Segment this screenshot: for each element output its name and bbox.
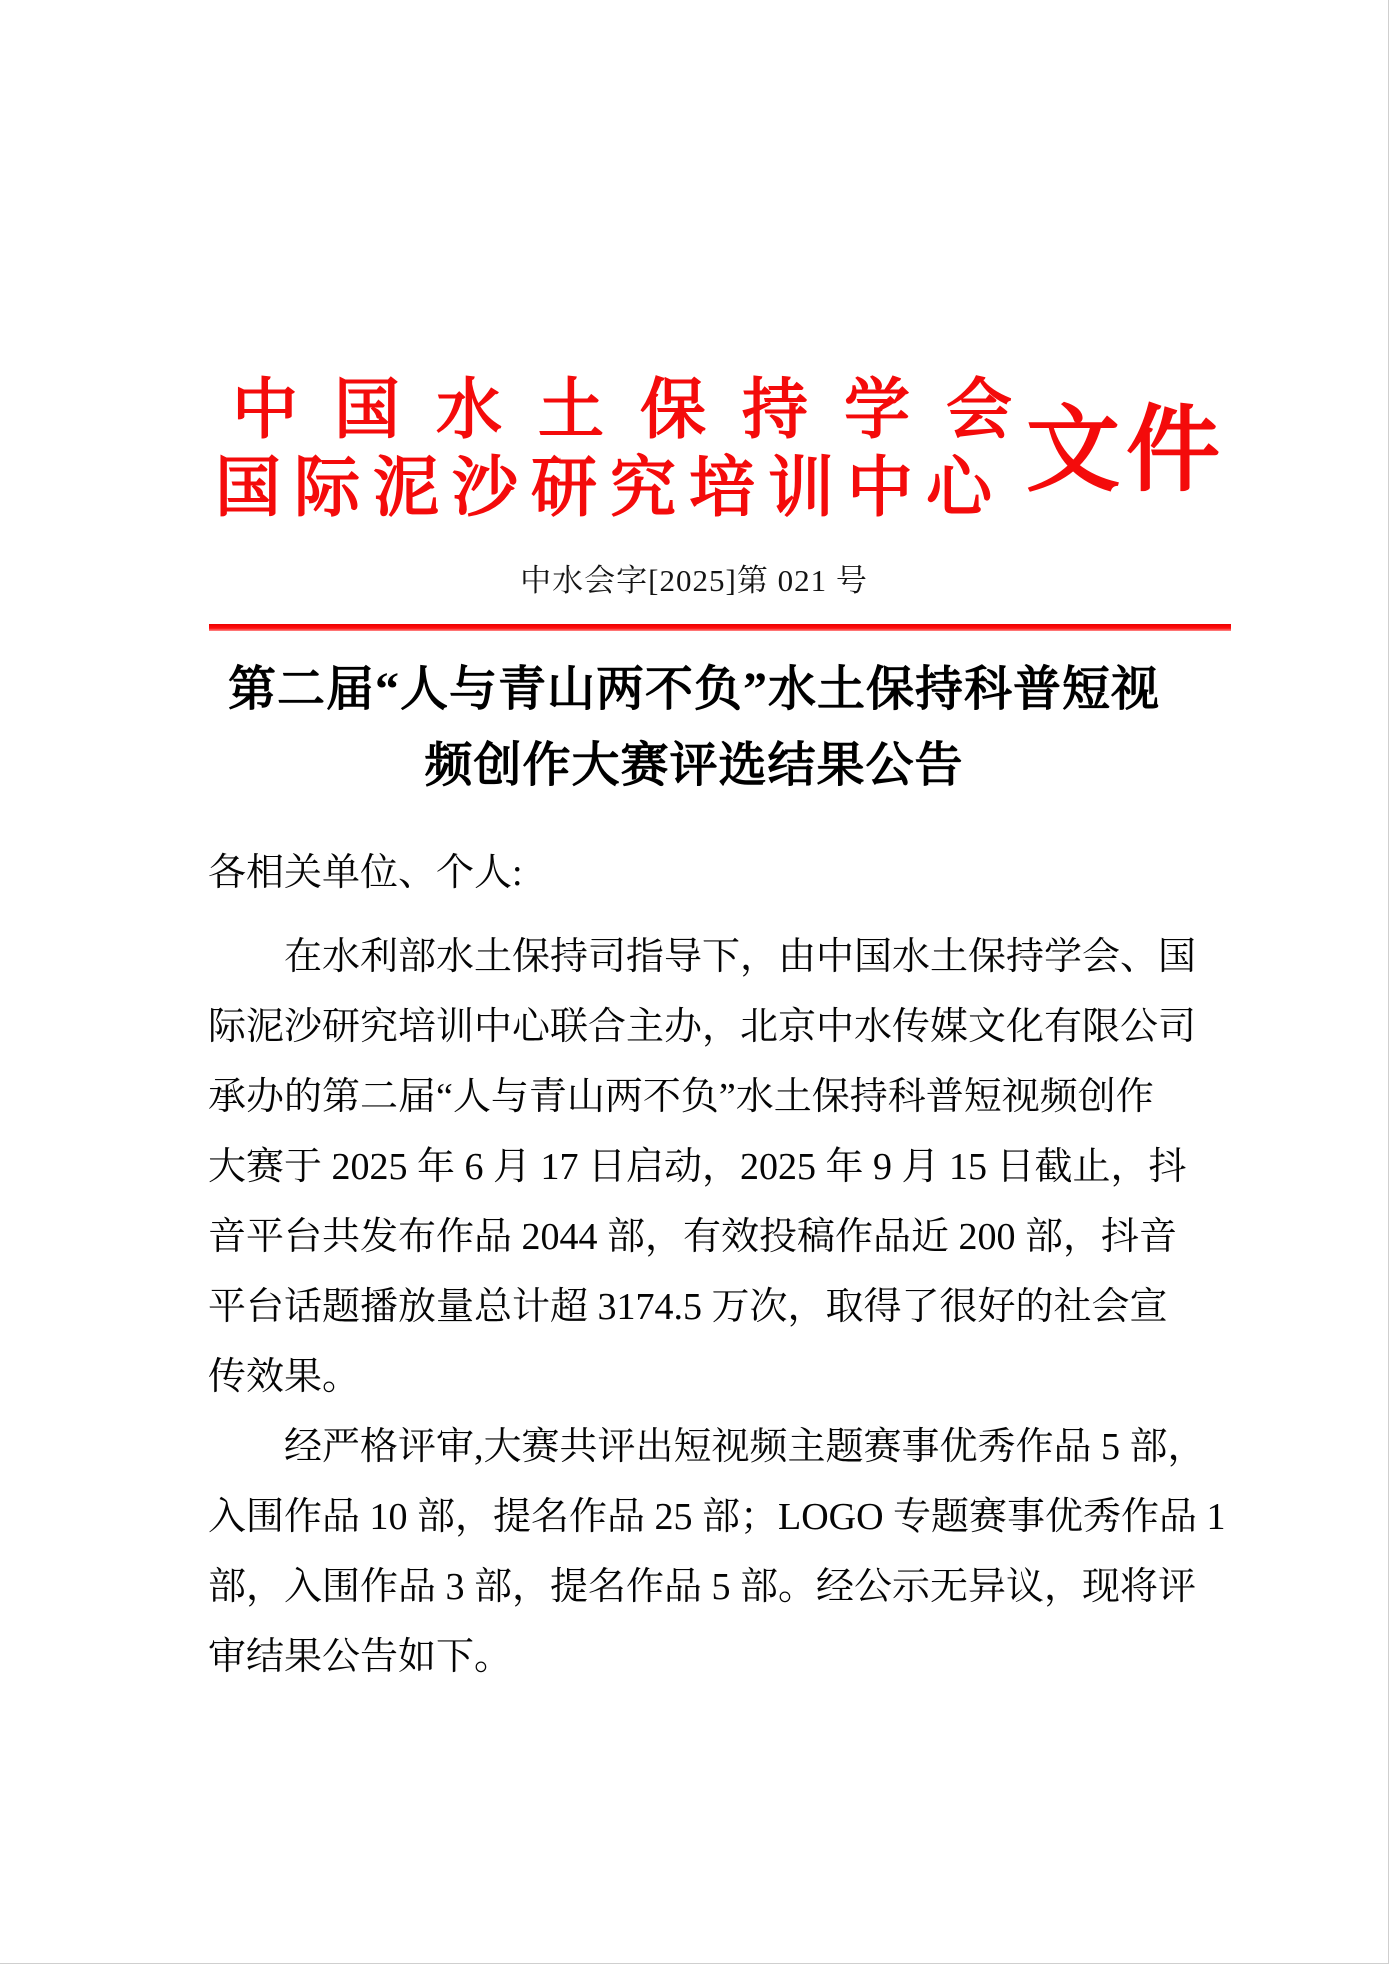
salutation: 各相关单位、个人:	[208, 852, 523, 894]
body-line-6: 平台话题播放量总计超 3174.5 万次，取得了很好的社会宣	[208, 1286, 1168, 1328]
doc-title-line-1: 第二届“人与青山两不负”水土保持科普短视	[227, 663, 1160, 716]
doc-title	[0, 652, 1388, 804]
body-line-1: 在水利部水土保持司指导下，由中国水土保持学会、国	[284, 936, 1197, 978]
body-line-3: 承办的第二届“人与青山两不负”水土保持科普短视频创作	[208, 1076, 1154, 1118]
doc-type-label: 文件	[1026, 399, 1227, 503]
org-name-line-2: 国际泥沙研究培训中心	[215, 452, 1005, 525]
red-separator-line	[209, 624, 1231, 631]
doc-body	[208, 838, 1226, 1692]
body-line-5: 音平台共发布作品 2044 部，有效投稿作品近 200 部，抖音	[208, 1216, 1178, 1258]
body-line-8: 经严格评审,大赛共评出短视频主题赛事优秀作品 5 部，	[284, 1426, 1206, 1468]
body-line-2: 际泥沙研究培训中心联合主办，北京中水传媒文化有限公司	[208, 1006, 1197, 1048]
doc-title-line-2: 频创作大赛评选结果公告	[424, 739, 964, 792]
doc-number: 中水会字[2025]第 021 号	[520, 563, 868, 598]
body-line-10: 部，入围作品 3 部，提名作品 5 部。经公示无异议，现将评	[208, 1566, 1197, 1608]
body-line-11: 审结果公告如下。	[208, 1636, 513, 1678]
org-name-line-1: 中国水土保持学会	[232, 374, 1048, 447]
body-line-4: 大赛于 2025 年 6 月 17 日启动，2025 年 9 月 15 日截止，抖	[208, 1146, 1187, 1188]
body-line-9: 入围作品 10 部，提名作品 25 部；LOGO 专题赛事优秀作品 1	[208, 1496, 1226, 1538]
body-line-7: 传效果。	[208, 1356, 361, 1398]
